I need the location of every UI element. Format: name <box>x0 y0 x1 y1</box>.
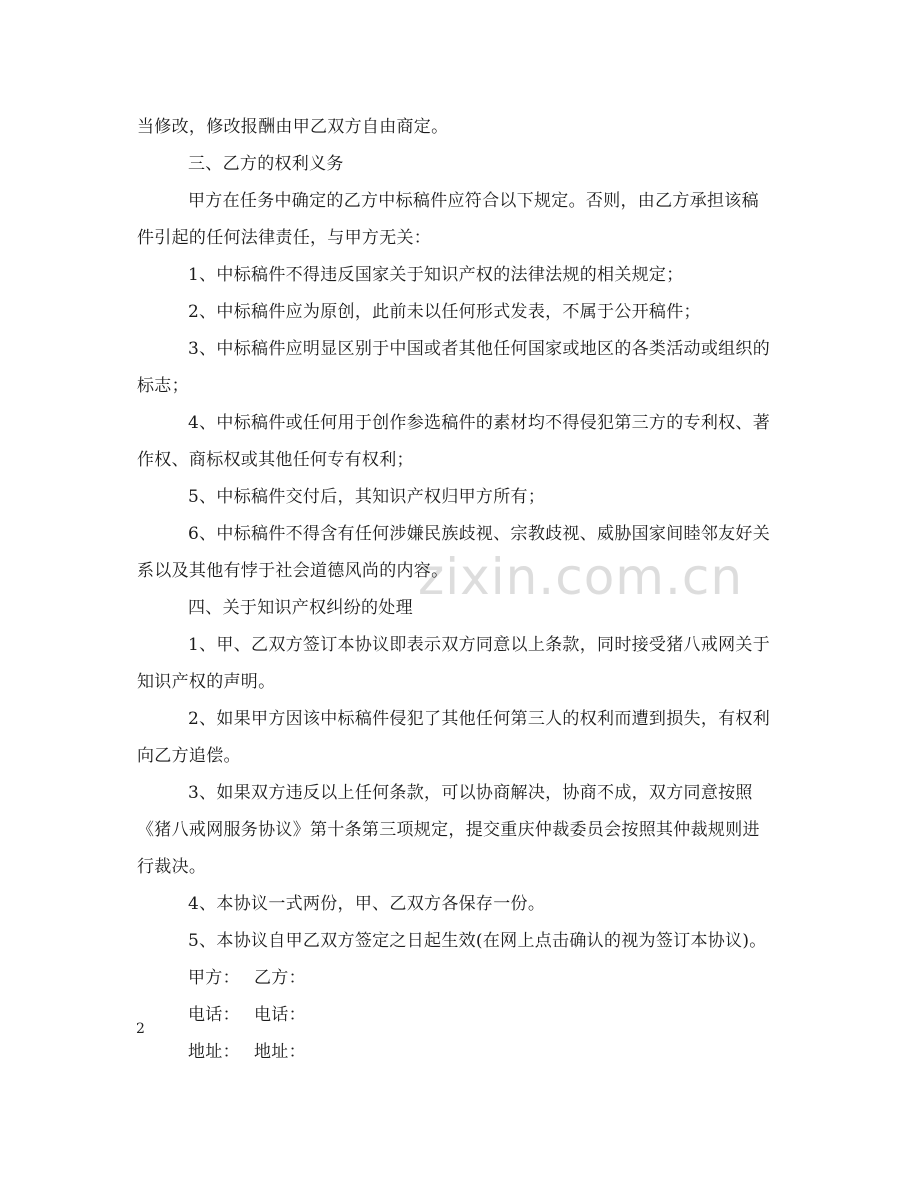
page-number: 2 <box>136 1021 145 1037</box>
section-heading: 四、关于知识产权纠纷的处理 <box>188 598 413 618</box>
list-item-continuation: 行裁决。 <box>137 857 207 877</box>
party-a-address-label: 地址： <box>188 1042 240 1062</box>
watermark: zixin.com.cn <box>418 548 744 606</box>
signature-row-party <box>137 960 787 997</box>
party-b-address-label: 地址： <box>254 1042 306 1062</box>
list-item: 4、中标稿件或任何用于创作参选稿件的素材均不得侵犯第三方的专利权、著 <box>188 413 771 433</box>
list-item: 6、中标稿件不得含有任何涉嫌民族歧视、宗教歧视、威胁国家间睦邻友好关 <box>188 524 771 544</box>
list-item-continuation: 向乙方追偿。 <box>137 746 241 766</box>
list-item: 2、如果甲方因该中标稿件侵犯了其他任何第三人的权利而遭到损失，有权利 <box>188 709 771 729</box>
list-item: 5、中标稿件交付后，其知识产权归甲方所有； <box>188 487 546 507</box>
list-item: 2、中标稿件应为原创，此前未以任何形式发表，不属于公开稿件； <box>188 302 701 322</box>
list-item-continuation: 标志； <box>137 376 189 396</box>
list-item: 5、本协议自甲乙双方签定之日起生效(在网上点击确认的视为签订本协议)。 <box>188 931 767 951</box>
paragraph-line: 甲方在任务中确定的乙方中标稿件应符合以下规定。否则，由乙方承担该稿 <box>188 191 759 211</box>
signature-row-phone <box>137 997 787 1034</box>
list-item-continuation: 系以及其他有悖于社会道德风尚的内容。 <box>137 561 449 581</box>
signature-row-address <box>137 1034 787 1071</box>
party-b-label: 乙方： <box>254 968 306 988</box>
document-body <box>137 109 787 1071</box>
paragraph-line: 件引起的任何法律责任，与甲方无关： <box>137 228 432 248</box>
party-a-phone-label: 电话： <box>188 1005 240 1025</box>
list-item: 3、如果双方违反以上任何条款，可以协商解决，协商不成，双方同意按照 <box>188 783 753 803</box>
list-item: 1、中标稿件不得违反国家关于知识产权的法律法规的相关规定； <box>188 265 684 285</box>
list-item-continuation: 《猪八戒网服务协议》第十条第三项规定，提交重庆仲裁委员会按照其仲裁规则进 <box>137 820 760 840</box>
list-item: 3、中标稿件应明显区别于中国或者其他任何国家或地区的各类活动或组织的 <box>188 339 771 359</box>
party-a-label: 甲方： <box>188 968 240 988</box>
party-b-phone-label: 电话： <box>254 1005 306 1025</box>
list-item: 1、甲、乙双方签订本协议即表示双方同意以上条款，同时接受猪八戒网关于 <box>188 635 771 655</box>
list-item-continuation: 知识产权的声明。 <box>137 672 276 692</box>
section-heading: 三、乙方的权利义务 <box>188 154 344 174</box>
list-item: 4、本协议一式两份，甲、乙双方各保存一份。 <box>188 894 546 914</box>
list-item-continuation: 作权、商标权或其他任何专有权利； <box>137 450 414 470</box>
paragraph-line: 当修改，修改报酬由甲乙双方自由商定。 <box>137 117 449 137</box>
